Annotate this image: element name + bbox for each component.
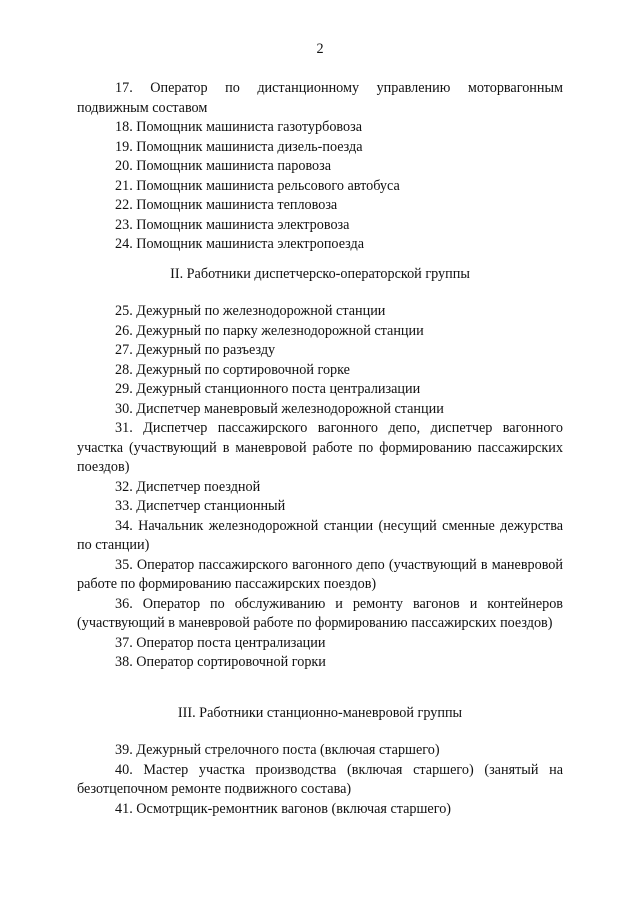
list-item: 38. Оператор сортировочной горки <box>115 654 326 670</box>
list-item: 19. Помощник машиниста дизель-поезда <box>115 138 363 155</box>
section3-heading-block <box>77 704 563 724</box>
page-number: 2 <box>316 41 324 57</box>
list-item: 27. Дежурный по разъезду <box>115 342 276 358</box>
section2-heading-block <box>77 265 563 285</box>
list-item: 33. Диспетчер станционный <box>115 498 286 514</box>
list-item: 24. Помощник машиниста электропоезда <box>115 236 365 252</box>
list-item: 37. Оператор поста централизации <box>115 634 326 651</box>
list-item: 34. Начальник железнодорожной станции (несущий сменные дежурства по станции) <box>77 517 563 553</box>
list-item: 31. Диспетчер пассажирского вагонного депо, диспетчер вагонного участка (участвующий в маневровой работе по формированию пассажирских поездов) <box>77 420 563 475</box>
list-part1 <box>77 79 563 255</box>
list-item: 35. Оператор пассажирского вагонного депо (участвующий в маневровой работе по формированию пассажирских поездов) <box>77 556 563 592</box>
list-item: 26. Дежурный по парку железнодорожной станции <box>115 322 424 339</box>
list-item: 22. Помощник машиниста тепловоза <box>115 197 338 213</box>
list-item: 32. Диспетчер поездной <box>115 478 261 495</box>
section3-list <box>77 741 563 819</box>
section2-list <box>77 302 563 673</box>
list-item: 28. Дежурный по сортировочной горке <box>115 361 350 378</box>
list-item: 18. Помощник машиниста газотурбовоза <box>115 119 363 135</box>
list-item: 30. Диспетчер маневровый железнодорожной станции <box>115 400 444 417</box>
list-item: 41. Осмотрщик-ремонтник вагонов (включая старшего) <box>115 800 452 817</box>
list-item: 23. Помощник машиниста электровоза <box>115 216 350 233</box>
list-item: 21. Помощник машиниста рельсового автобуса <box>115 177 400 194</box>
list-item: 20. Помощник машиниста паровоза <box>115 158 332 174</box>
list-item: 29. Дежурный станционного поста централизации <box>115 381 421 397</box>
section-heading: II. Работники диспетчерско-операторской группы <box>170 266 470 282</box>
list-item: 39. Дежурный стрелочного поста (включая старшего) <box>115 742 440 758</box>
list-item: 40. Мастер участка производства (включая старшего) (занятый на безотцепочном ремонте подвижного состава) <box>77 761 563 797</box>
list-item: 17. Оператор по дистанционному управлению моторвагонным подвижным составом <box>77 80 563 116</box>
list-item: 36. Оператор по обслуживанию и ремонту вагонов и контейнеров (участвующий в маневровой работе по формированию пассажирских поездов) <box>77 595 563 631</box>
section-heading: III. Работники станционно-маневровой группы <box>177 705 463 721</box>
list-item: 25. Дежурный по железнодорожной станции <box>115 303 386 319</box>
